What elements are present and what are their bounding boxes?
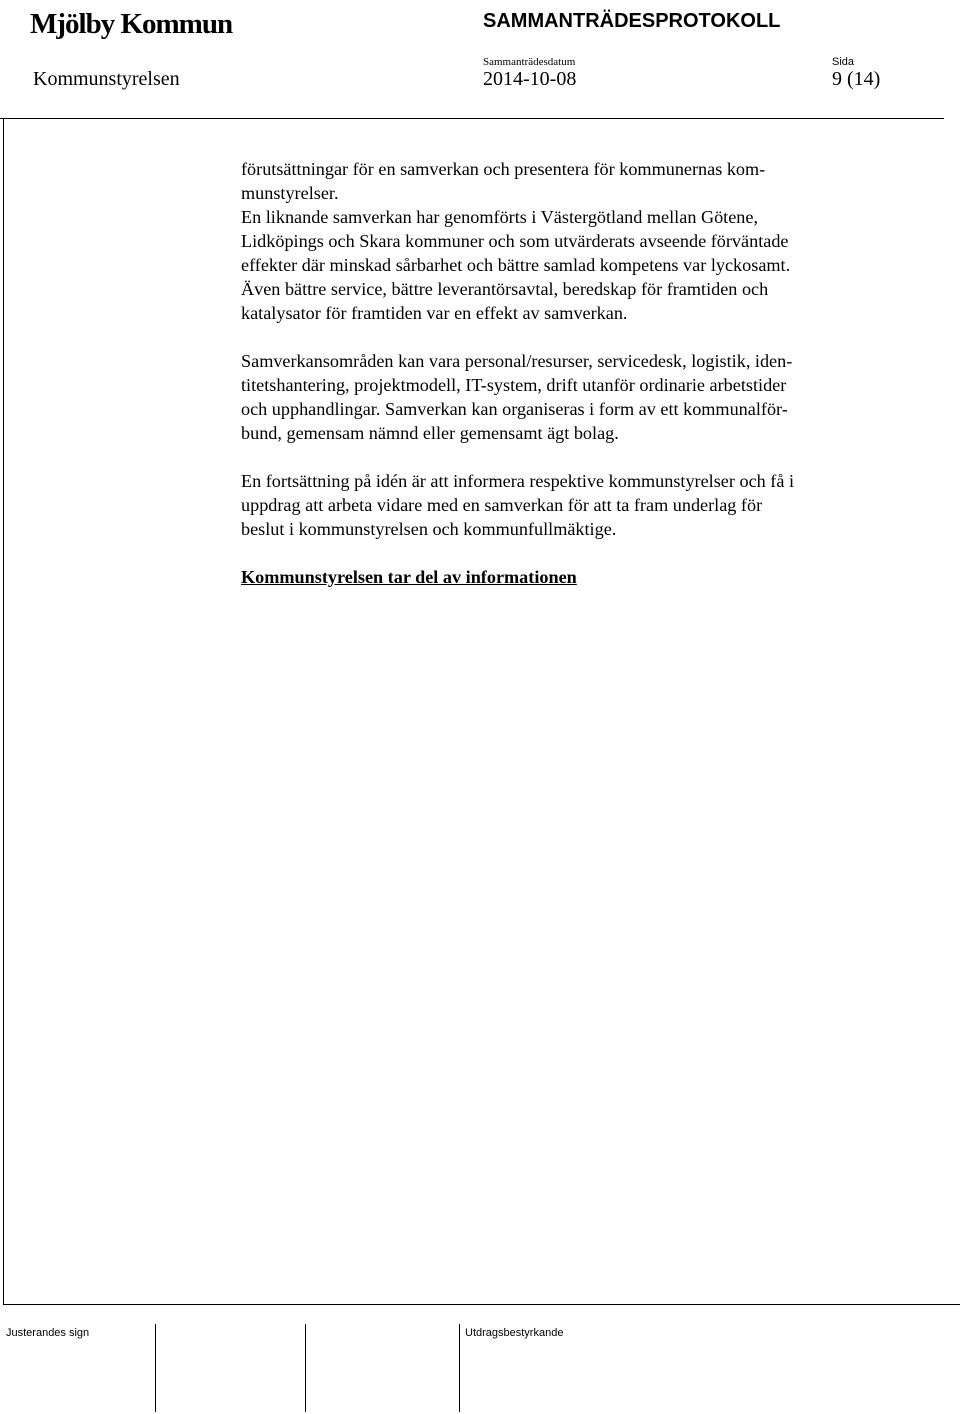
org-name: Mjölby Kommun: [30, 8, 233, 40]
document-type-title: SAMMANTRÄDESPROTOKOLL: [483, 10, 781, 32]
text-line: Lidköpings och Skara kommuner och som utvärderats avseende förväntade: [241, 231, 789, 251]
footer-divider: [3, 1304, 960, 1305]
meeting-date-label: Sammanträdesdatum: [483, 56, 576, 68]
left-margin-rule: [3, 118, 4, 1304]
decision-text: Kommunstyrelsen tar del av informationen: [241, 567, 577, 587]
text-line: Samverkansområden kan vara personal/resurser, servicedesk, logistik, iden-: [241, 351, 793, 371]
text-line: En fortsättning på idén är att informera respektive kommunstyrelser och få i: [241, 471, 795, 491]
signature-box-divider: [305, 1324, 306, 1412]
text-line: munstyrelser.: [241, 183, 339, 203]
signature-box-divider: [155, 1324, 156, 1412]
text-line: förutsättningar för en samverkan och presentera för kommunernas kom-: [241, 159, 766, 179]
utdragsbestyrkande-label: Utdragsbestyrkande: [465, 1327, 564, 1339]
text-line: bund, gemensam nämnd eller gemensamt ägt bolag.: [241, 423, 619, 443]
header-divider: [0, 118, 944, 119]
text-line: effekter där minskad sårbarhet och bättre samlad kompetens var lyckosamt.: [241, 255, 791, 275]
text-line: En liknande samverkan har genomförts i Västergötland mellan Götene,: [241, 207, 759, 227]
text-line: och upphandlingar. Samverkan kan organiseras i form av ett kommunalför-: [241, 399, 788, 419]
text-line: katalysator för framtiden var en effekt av samverkan.: [241, 303, 628, 323]
text-line: beslut i kommunstyrelsen och kommunfullmäktige.: [241, 519, 617, 539]
paragraph-background: [241, 157, 891, 325]
paragraph-collaboration-areas: [241, 349, 891, 445]
paragraph-continuation: [241, 469, 891, 541]
signature-box-divider: [459, 1324, 460, 1412]
meeting-date: 2014-10-08: [483, 68, 577, 90]
text-line: Även bättre service, bättre leverantörsavtal, beredskap för framtiden och: [241, 279, 769, 299]
text-line: titetshantering, projektmodell, IT-system, drift utanför ordinarie arbetstider: [241, 375, 787, 395]
paragraph-spacer: [241, 325, 891, 349]
decision: [241, 565, 891, 589]
board-name: Kommunstyrelsen: [33, 68, 180, 90]
justerandes-sign-label: Justerandes sign: [6, 1327, 90, 1339]
page-number: 9 (14): [832, 68, 881, 90]
protocol-body: [241, 157, 891, 589]
paragraph-spacer: [241, 445, 891, 469]
paragraph-spacer: [241, 541, 891, 565]
text-line: uppdrag att arbeta vidare med en samverkan för att ta fram underlag för: [241, 495, 763, 515]
page-label: Sida: [832, 56, 855, 68]
